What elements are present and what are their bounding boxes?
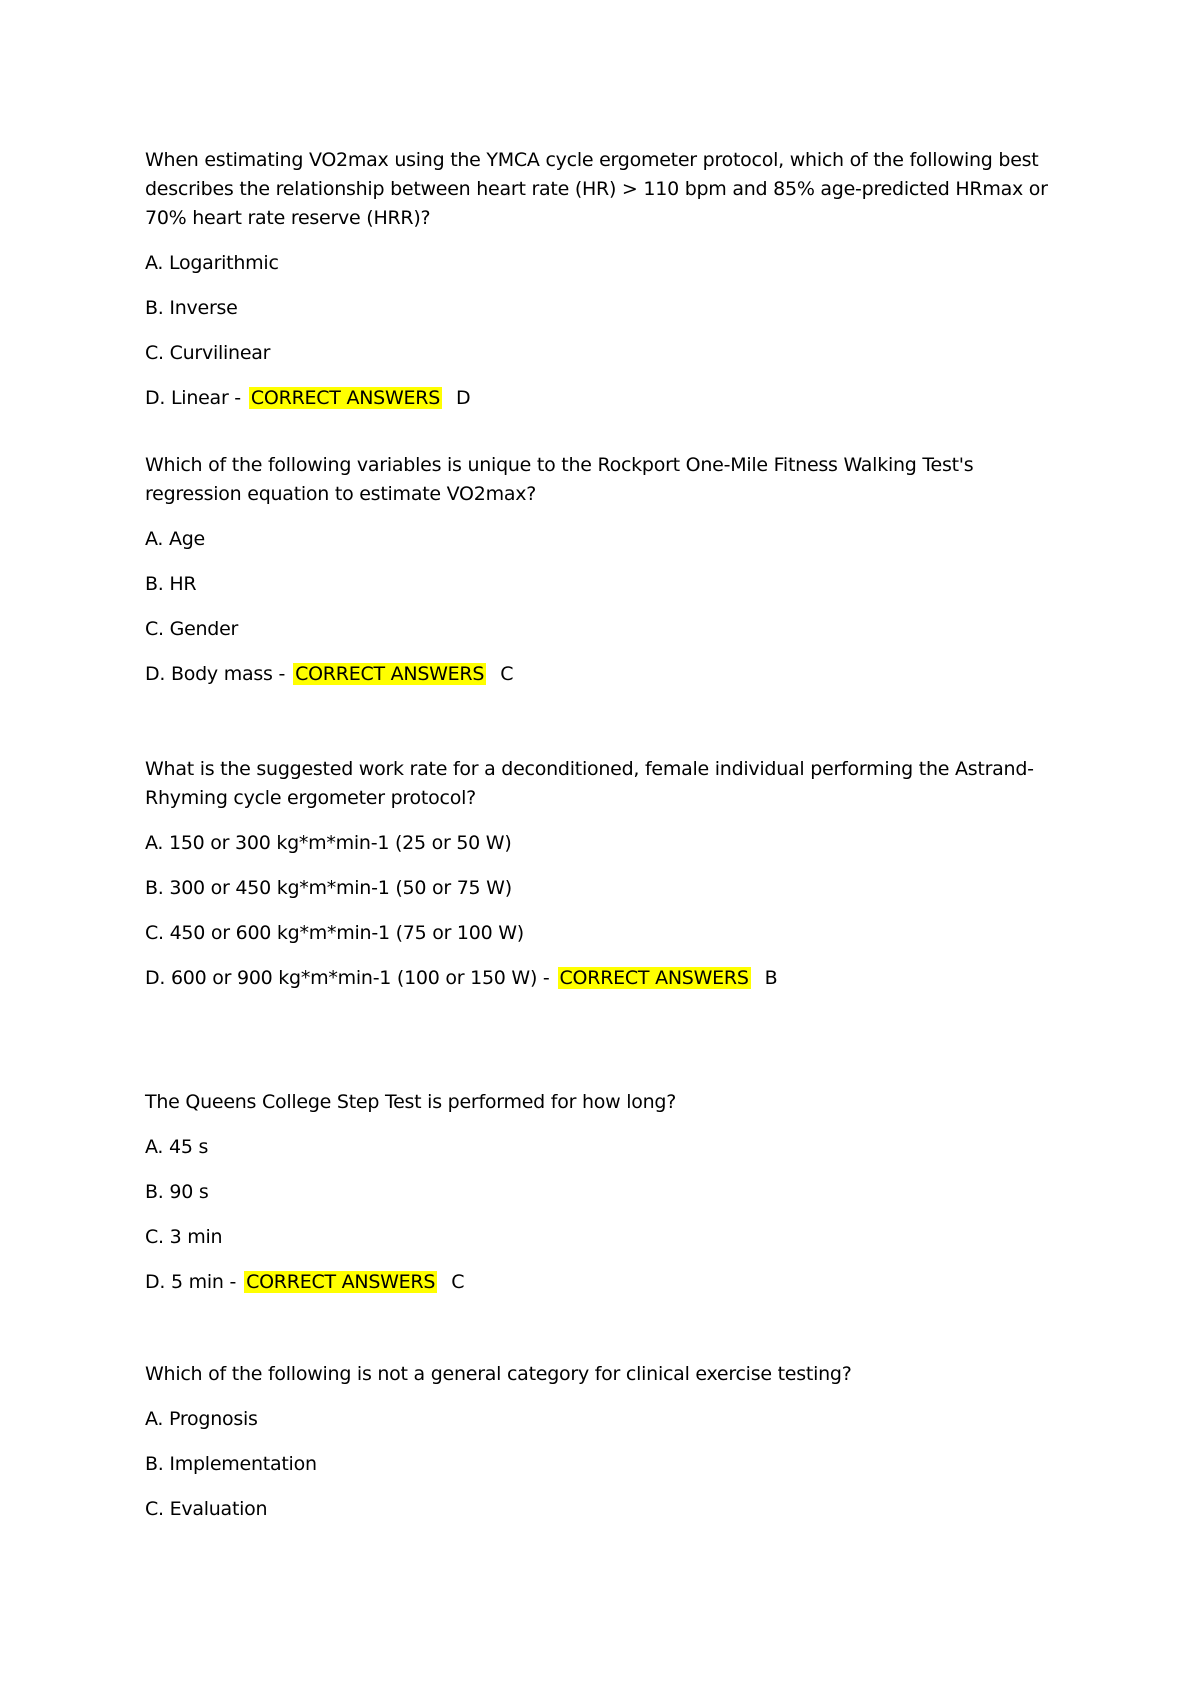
- question-block: [145, 451, 1055, 689]
- question-text: Which of the following is not a general category for clinical exercise testing?: [145, 1363, 852, 1385]
- option-a: A. 150 or 300 kg*m*min-1 (25 or 50 W): [145, 832, 512, 854]
- option-b: B. 90 s: [145, 1181, 209, 1203]
- question-block: [145, 1360, 1055, 1524]
- correct-answer-letter: C: [451, 1271, 465, 1293]
- option-c: C. Evaluation: [145, 1498, 268, 1520]
- option-d-text: D. 5 min -: [145, 1271, 237, 1293]
- correct-answers-highlight: CORRECT ANSWERS: [295, 663, 485, 685]
- option-b: B. HR: [145, 573, 197, 595]
- option-a: A. 45 s: [145, 1136, 209, 1158]
- option-c: C. Gender: [145, 618, 239, 640]
- question-block: [145, 1088, 1055, 1297]
- option-c: C. 3 min: [145, 1226, 223, 1248]
- option-b: B. 300 or 450 kg*m*min-1 (50 or 75 W): [145, 877, 512, 899]
- correct-answers-highlight: CORRECT ANSWERS: [250, 387, 441, 409]
- question-text: The Queens College Step Test is performed for how long?: [145, 1091, 677, 1113]
- option-a: A. Age: [145, 528, 205, 550]
- option-d: [145, 1268, 1055, 1297]
- question-block: [145, 755, 1055, 993]
- question-text: What is the suggested work rate for a deconditioned, female individual performing the Astrand-Rhyming cycle ergometer protocol?: [145, 758, 1034, 809]
- option-a: A. Logarithmic: [145, 252, 279, 274]
- correct-answer-letter: B: [764, 967, 778, 989]
- option-b: B. Inverse: [145, 297, 238, 319]
- question-text: Which of the following variables is unique to the Rockport One-Mile Fitness Walking Test's regression equation to estimate VO2max?: [145, 454, 974, 505]
- document-page: [145, 0, 1055, 1684]
- option-d-text: D. 600 or 900 kg*m*min-1 (100 or 150 W) -: [145, 967, 550, 989]
- option-c: C. Curvilinear: [145, 342, 271, 364]
- correct-answers-highlight: CORRECT ANSWERS: [246, 1271, 436, 1293]
- question-text: When estimating VO2max using the YMCA cycle ergometer protocol, which of the following best describes the relationship between heart rate (HR) > 110 bpm and 85% age-predicted HRmax or 70% heart rate reserve (HRR)?: [145, 149, 1048, 229]
- option-d-text: D. Linear -: [145, 387, 241, 409]
- option-d: [145, 660, 1055, 689]
- option-b: B. Implementation: [145, 1453, 317, 1475]
- option-d-text: D. Body mass -: [145, 663, 286, 685]
- correct-answer-letter: C: [500, 663, 514, 685]
- option-d: [145, 384, 1055, 413]
- correct-answers-highlight: CORRECT ANSWERS: [559, 967, 749, 989]
- option-d: [145, 964, 1055, 993]
- question-block: [145, 146, 1055, 413]
- option-c: C. 450 or 600 kg*m*min-1 (75 or 100 W): [145, 922, 524, 944]
- correct-answer-letter: D: [456, 387, 471, 409]
- option-a: A. Prognosis: [145, 1408, 258, 1430]
